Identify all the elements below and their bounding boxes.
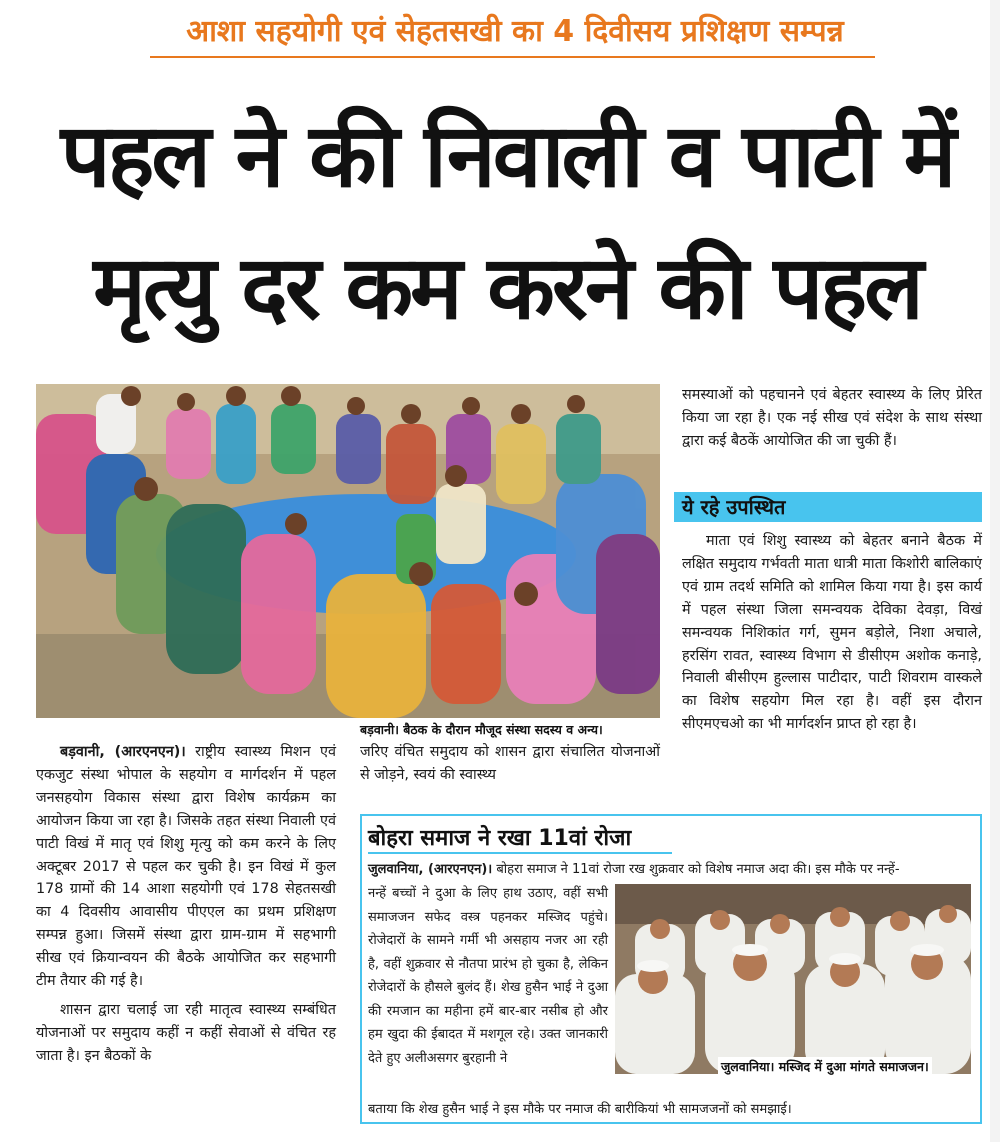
column-1 (36, 741, 336, 1068)
column-2 (360, 741, 660, 787)
main-photo (36, 384, 660, 718)
bohra-story-closing (368, 1098, 974, 1122)
bohra-story-body (368, 882, 608, 1070)
kicker-underline (150, 56, 875, 58)
kicker-headline: आशा सहयोगी एवं सेहतसखी का 4 दिवीसय प्रशिक्षण सम्पन्न (186, 14, 844, 49)
main-photo-illustration (36, 384, 660, 718)
column-1-paragraph-2 (36, 999, 336, 1068)
bohra-photo (615, 884, 971, 1074)
column-1-paragraph-2-text: शासन द्वारा चलाई जा रही मातृत्व स्वास्थ्य सम्बंधित योजनाओं पर समुदाय कहीं न कहीं सेवाओं से वंचित रह जाता है। इन बैठकों के (36, 1001, 336, 1064)
column-1-paragraph-1 (36, 741, 336, 993)
column-3-paragraph-1: समस्याओं को पहचानने एवं बेहतर स्वास्थ्य के लिए प्रेरित किया जा रहा है। एक नई सीख एवं संदेश के साथ संस्था द्वारा कई बैठकें आयोजित की जा चुकी हैं। (682, 387, 982, 449)
bohra-photo-caption: जुलवानिया। मस्जिद में दुआ मांगते समाजजन। (718, 1057, 932, 1076)
page-edge (990, 0, 1000, 1142)
bohra-story-dateline: जुलवानिया, (आरएनएन)। (368, 862, 493, 877)
column-3-paragraph-2-text: माता एवं शिशु स्वास्थ्य को बेहतर बनाने बैठक में लक्षित समुदाय गर्भवती माता धात्री माता किशोरी बालिकाएं एवं ग्राम तदर्थ समिति को शामिल किया गया है। इस कार्य में पहल संस्था जिला समन्वयक देविका देवड़ा, विखं समन्वयक निशिकांत गर्ग, सुमन बड़ोले, निशा अचाले, हरसिंग रावत, स्वास्थ्य विभाग से डीसीएम अशोक कनाड़े, निवाली बीसीएम हुल्लास पाटीदार, पाटी शिवराम वास्कले का विशेष सहयोग मिल रहा है। वहीं इस दौरान सीएमएचओ का भी मार्गदर्शन प्राप्त हो रहा है। (682, 533, 982, 733)
bohra-story-lead-text: बोहरा समाज ने 11वां रोजा रख शुक्रवार को विशेष नमाज अदा की। इस मौके पर नन्हें- (496, 862, 900, 877)
column-1-paragraph-1-text: राष्ट्रीय स्वास्थ्य मिशन एवं एकजुट संस्था भोपाल के सहयोग व मार्गदर्शन में पहल जनसहयोग विकास संस्था द्वारा विशेष कार्यक्रम का आयोजन किया जा रहा है। जिसके तहत संस्था निवाली एवं पाटी विखं में मातृ एवं शिशु मृत्यु को कम करने के लिए अक्टूबर 2017 से पहल कर चुकी है। इन विखं में कुल 178 ग्रामों की 14 आशा सहयोगी एवं 178 सेहतसखी का 4 दिवसीय आवासीय पीएएल का प्रथम प्रशिक्षण सम्पन्न हुआ। जिसमें संस्था द्वारा ग्राम-ग्राम में सहभागी सीख एवं क्रियान्वयन की बैठके आयोजित कर सहभागी टीम तैयार की गई है। (36, 744, 336, 990)
bohra-story-body-text: नन्हें बच्चों ने दुआ के लिए हाथ उठाए, वहीं सभी समाजजन सफेद वस्त्र पहनकर मस्जिद पहुंचे। रोजेदारों के सामने गर्मी भी असहाय नजर आ रही है, वहीं शुक्रवार से नौतपा प्रारंभ हो चुका है, लेकिन रोजेदारों के हौसले बुलंद हैं। शेख हुसैन भाई ने दुआ की रमजान का महीना हमें बार-बार नसीब हो और हम खुदा की ईबादत में मशगूल रहे। उक्त जानकारी देते हुए अलीअसगर बुरहानी ने (368, 886, 608, 1066)
bohra-photo-illustration (615, 884, 971, 1074)
column-1-dateline: बड़वानी, (आरएनएन)। (60, 744, 186, 760)
bohra-story-title: बोहरा समाज ने रखा 11वां रोजा (368, 826, 632, 851)
column-2-text: जरिए वंचित समुदाय को शासन द्वारा संचालित योजनाओं से जोड़ने, स्वयं की स्वास्थ्य (360, 744, 660, 783)
bohra-story-title-underline (368, 852, 672, 854)
bohra-story-closing-text: बताया कि शेख हुसैन भाई ने इस मौके पर नमाज की बारीकियां भी सामजजनों को समझाई। (368, 1102, 792, 1117)
main-photo-caption: बड़वानी। बैठक के दौरान मौजूद संस्था सदस्य व अन्य। (360, 722, 603, 737)
bohra-story-lead (368, 858, 974, 882)
headline-line-1: पहल ने की निवाली व पाटी में (60, 104, 954, 207)
column-3-top (682, 384, 982, 453)
column-3-bottom (682, 530, 982, 736)
headline-line-2: मृत्यु दर कम करने की पहल (93, 236, 921, 339)
column-3-subhead: ये रहे उपस्थित (674, 492, 982, 522)
column-3-paragraph-2 (682, 530, 982, 736)
